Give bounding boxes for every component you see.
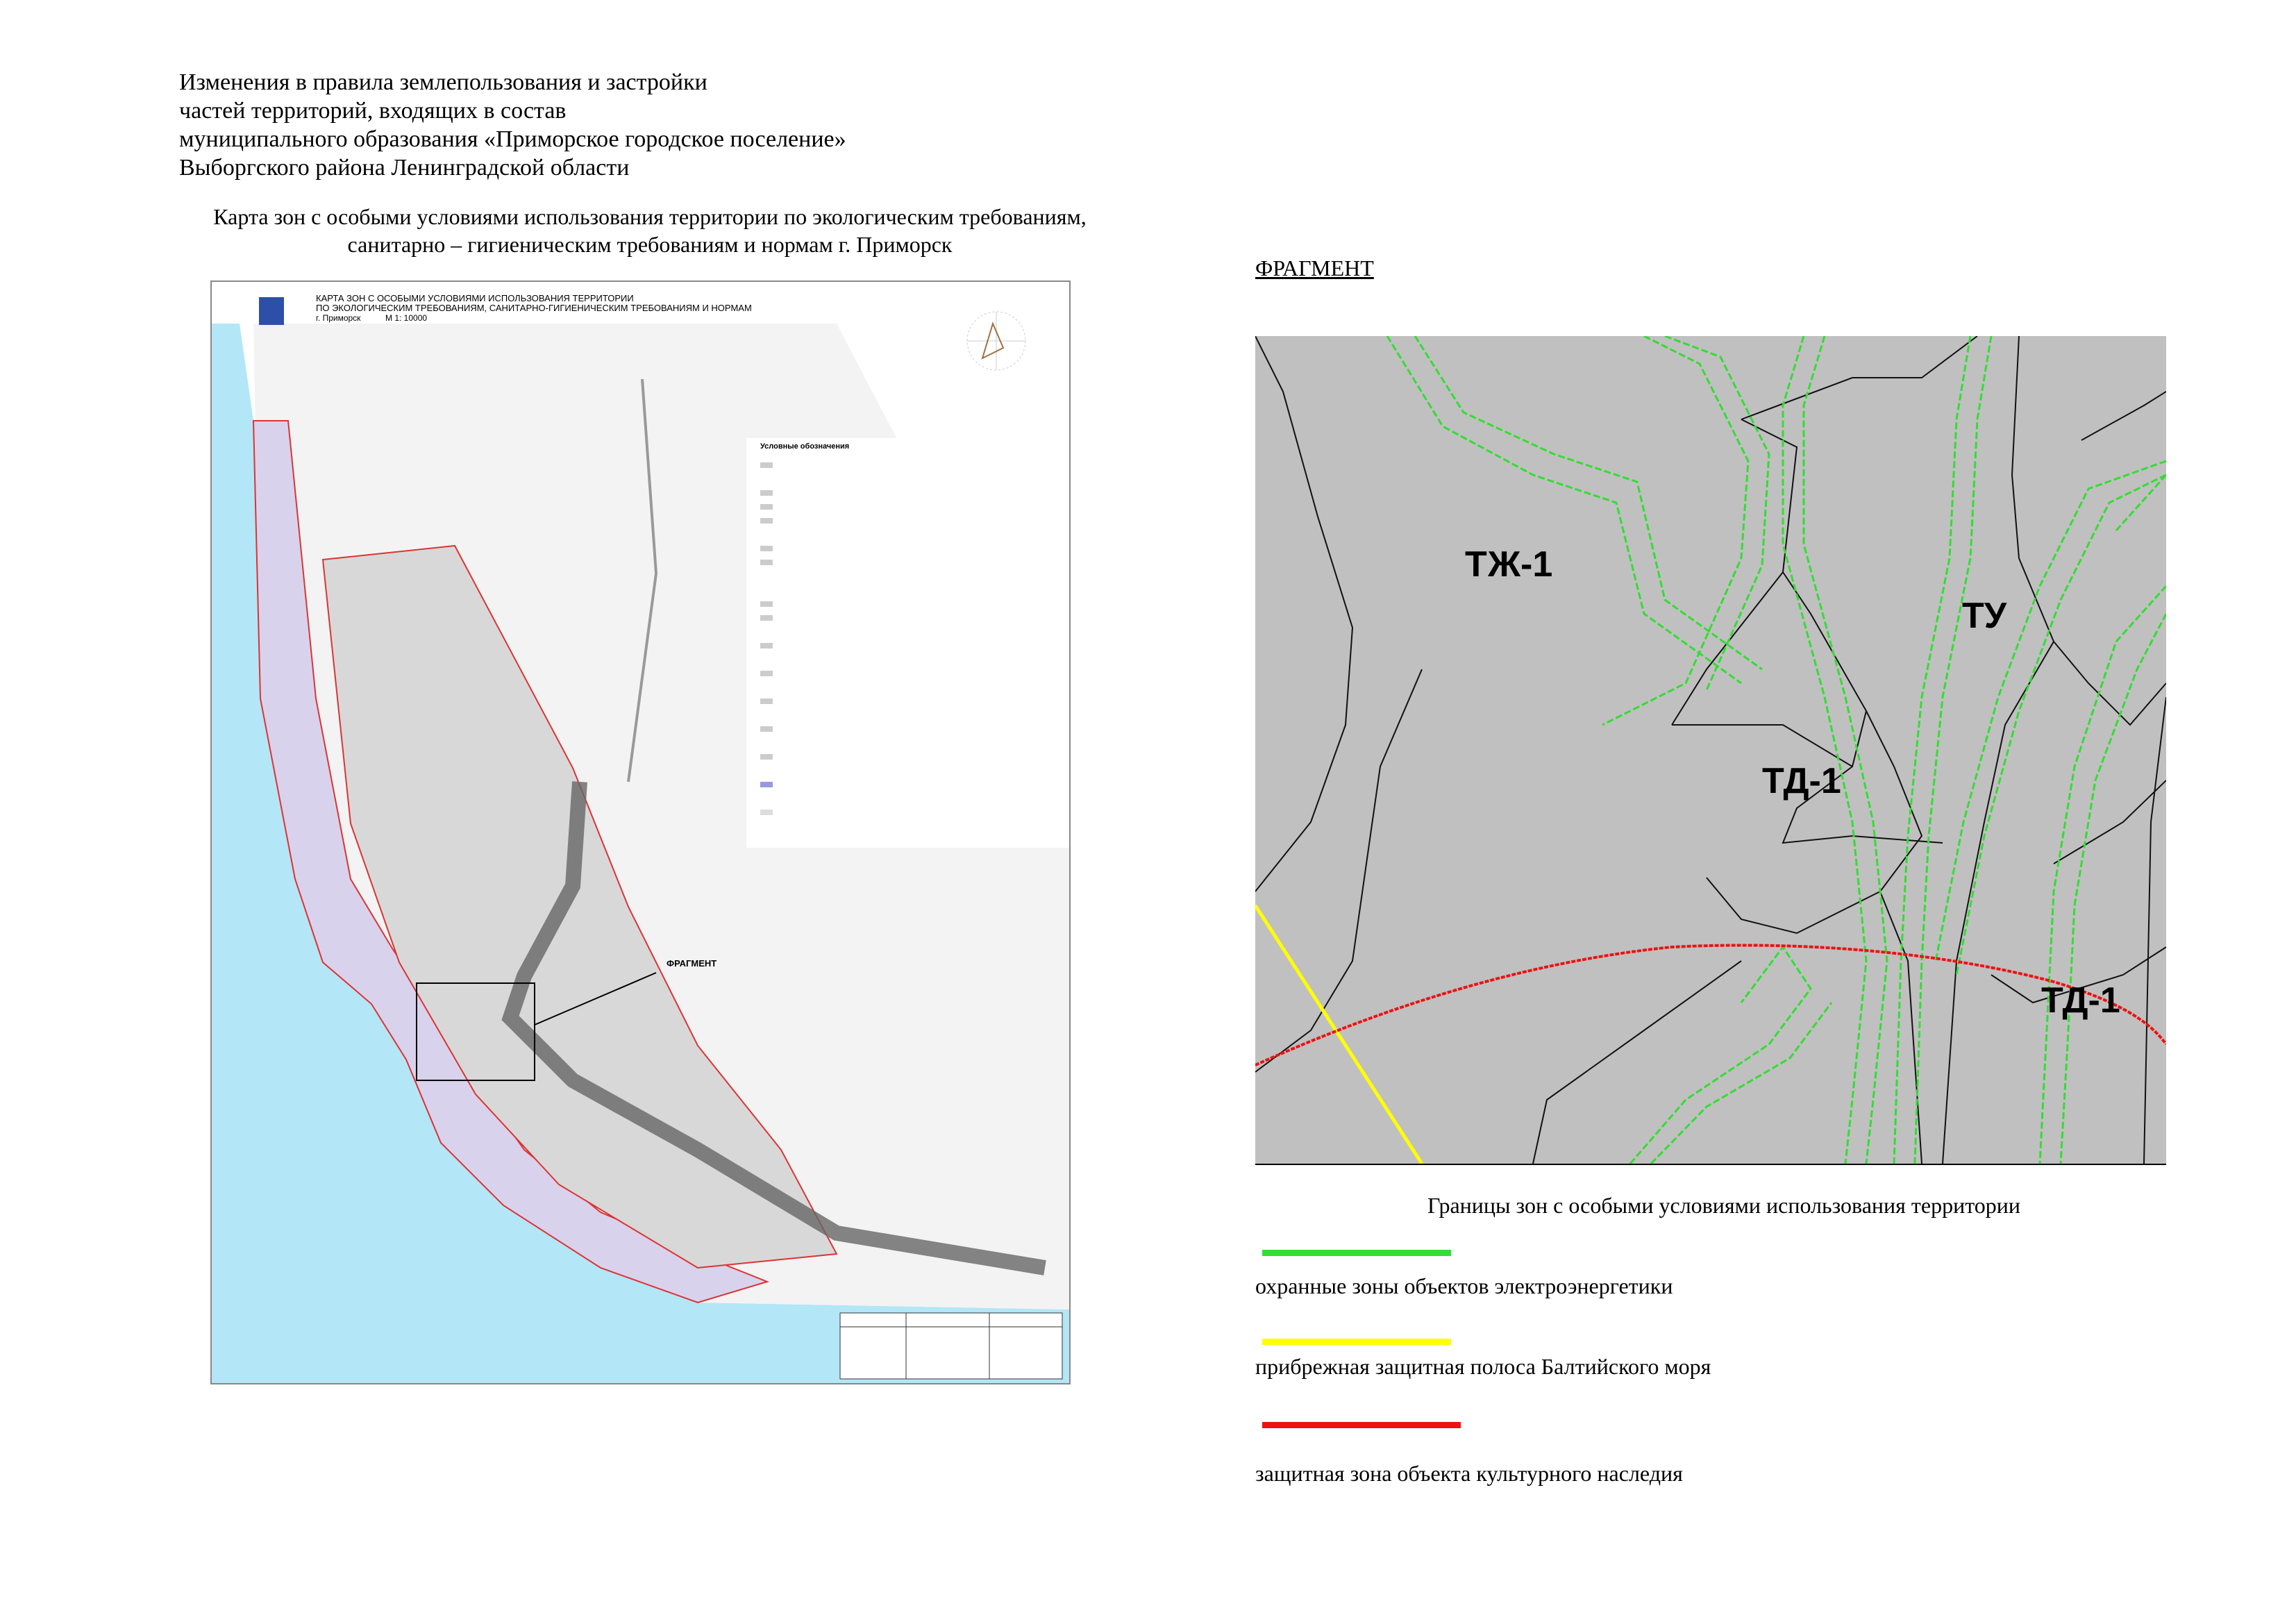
main-map-sheet [210, 281, 1071, 1384]
subtitle-line-1: Карта зон с особыми условиями использования территории по экологическим требованиям, [213, 204, 1087, 229]
header-line: частей территорий, входящих в состав [179, 98, 567, 124]
legend-swatch-coastal [1262, 1339, 1451, 1345]
zone-label-tzh1: ТЖ-1 [1465, 544, 1553, 585]
document-header [179, 68, 846, 182]
fragment-map [1255, 336, 2166, 1164]
fragment-callout-label: ФРАГМЕНТ [667, 958, 717, 969]
legend-text-power: охранные зоны объектов электроэнергетики [1255, 1273, 1673, 1298]
fragment-bottom-rule [1255, 1164, 2166, 1165]
legend-text-heritage: защитная зона объекта культурного наследия [1255, 1461, 1683, 1486]
map-legend-heading: Условные обозначения [760, 442, 850, 451]
legend-swatch-power [1262, 1250, 1451, 1256]
legend-text-coastal: прибрежная защитная полоса Балтийского моря [1255, 1354, 1711, 1379]
map-title-1: КАРТА ЗОН С ОСОБЫМИ УСЛОВИЯМИ ИСПОЛЬЗОВАНИЯ ТЕРРИТОРИИ [316, 293, 634, 303]
legend-title: Границы зон с особыми условиями использования территории [1427, 1193, 2021, 1218]
zone-label-td1: ТД-1 [1762, 761, 1841, 801]
coastal-protection-line [1255, 905, 1422, 1164]
fragment-heading: ФРАГМЕНТ [1255, 256, 1374, 281]
map-logo-icon [259, 297, 284, 325]
fragment-map-svg [1255, 336, 2166, 1164]
zone-label-td1-second: ТД-1 [2041, 980, 2120, 1021]
map-legend-box [746, 438, 1069, 848]
map-subtitle [164, 203, 1136, 258]
header-line: Изменения в правила землепользования и застройки [179, 69, 707, 95]
legend-swatch-heritage [1262, 1422, 1461, 1428]
map-title-2: ПО ЭКОЛОГИЧЕСКИМ ТРЕБОВАНИЯМ, САНИТАРНО-ГИГИЕНИЧЕСКИМ ТРЕБОВАНИЯМ И НОРМАМ [316, 303, 752, 313]
title-block [840, 1313, 1062, 1379]
power-zone-lines [1387, 336, 2166, 1164]
compass-rose-icon [967, 312, 1025, 370]
map-scale: М 1: 10000 [385, 313, 428, 323]
header-line: муниципального образования «Приморское городское поселение» [179, 126, 846, 152]
header-line: Выборгского района Ленинградской области [179, 155, 630, 181]
zone-boundaries [1255, 336, 2166, 1164]
main-map-svg [212, 282, 1069, 1383]
map-town: г. Приморск [316, 313, 361, 323]
zone-label-tu: ТУ [1962, 596, 2007, 636]
heritage-zone-line [1255, 945, 2166, 1065]
subtitle-line-2: санитарно – гигиеническим требованиям и нормам г. Приморск [347, 232, 953, 257]
